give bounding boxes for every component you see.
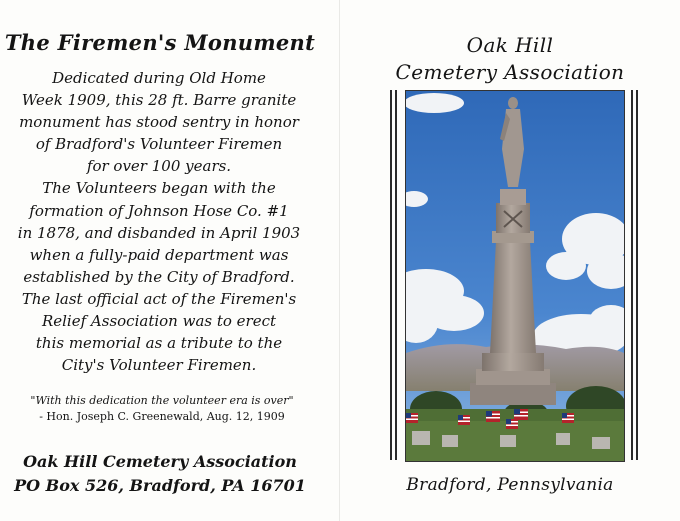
monument-shaft (490, 241, 536, 353)
body-line: Week 1909, this 28 ft. Barre granite (21, 91, 297, 110)
right-panel (340, 0, 680, 521)
organization-address: PO Box 526, Bradford, PA 16701 (14, 476, 306, 495)
organization-block (0, 450, 320, 498)
location-caption: Bradford, Pennsylvania (406, 475, 614, 495)
body-line: Dedicated during Old Home (52, 69, 266, 87)
body-line: this memorial as a tribute to the (35, 334, 283, 353)
body-line: City's Volunteer Firemen. (61, 356, 257, 375)
body-line: formation of Johnson Hose Co. #1 (29, 201, 289, 220)
quote-attribution: - Hon. Joseph C. Greenewald, Aug. 12, 1909 (39, 410, 285, 423)
dedication-text (8, 67, 310, 376)
organization-name: Oak Hill Cemetery Association (23, 452, 297, 471)
body-line: for over 100 years. (86, 157, 232, 176)
frame-rules-right (628, 90, 638, 460)
monument-base (470, 383, 556, 405)
body-line: monument has stood sentry in honor (19, 113, 299, 132)
association-title (340, 32, 680, 86)
dedication-quote: "With this dedication the volunteer era is over" (30, 394, 294, 407)
monument-photo (405, 90, 625, 462)
body-line: The Volunteers began with the (42, 179, 276, 198)
monument-title: The Firemen's Monument (4, 30, 316, 55)
body-line: The last official act of the Firemen's (21, 289, 297, 308)
frame-rules-left (390, 90, 400, 460)
body-line: Relief Association was to erect (41, 312, 277, 331)
body-line: in 1878, and disbanded in April 1903 (17, 223, 301, 242)
body-line: when a fully-paid department was (29, 245, 289, 264)
monument-photo-illustration (406, 91, 624, 461)
monument-photo-frame (405, 90, 623, 460)
association-title-line1: Oak Hill (466, 33, 554, 57)
body-line: established by the City of Bradford. (23, 267, 295, 286)
association-title-line2: Cemetery Association (395, 60, 625, 84)
body-line: of Bradford's Volunteer Firemen (35, 135, 283, 154)
